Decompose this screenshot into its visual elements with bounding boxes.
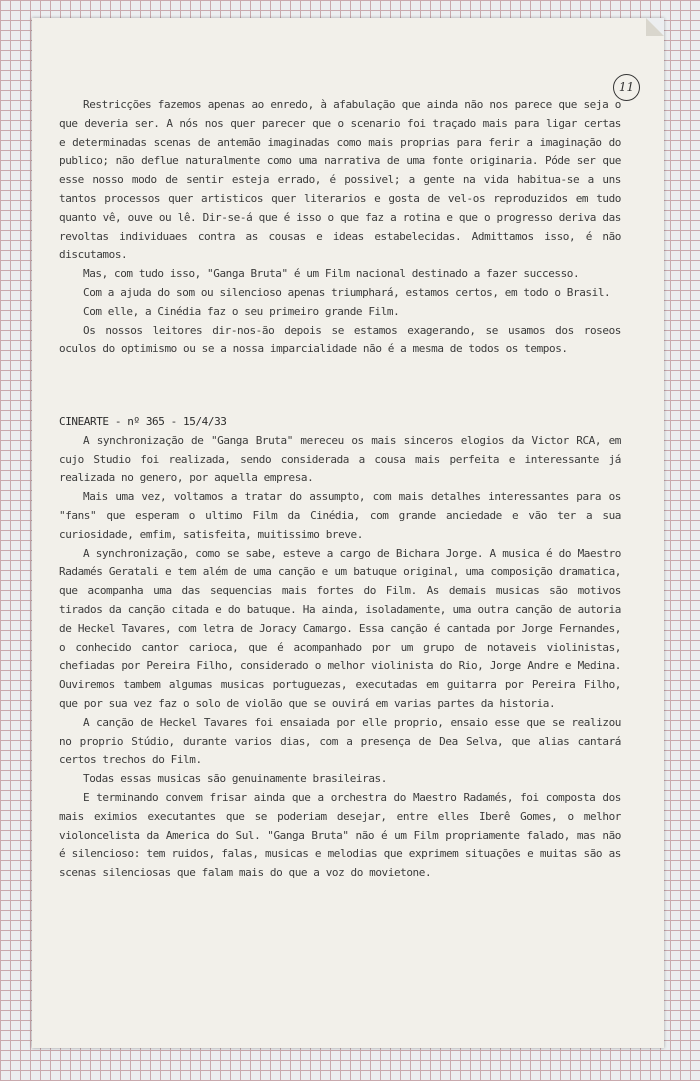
section-heading: CINEARTE - nº 365 - 15/4/33	[59, 415, 227, 428]
paragraph: Restricções fazemos apenas ao enredo, à afabulação que ainda não nos parece que seja o que deveria ser. A nós nos quer parecer que o scenario foi traçado mais para ligar certas e determinadas scenas de antemão imaginadas como mais proprias para ferir a imaginação do publico; não deflue naturalmente como uma narrativa de uma fonte originaria. Póde ser que esse nosso modo de sentir esteja errado, é possivel; a gente na vida habitua-se a uns tantos processos quer artisticos quer literarios e gosta de vel-os reproduzidos em tudo quanto vê, ouve ou lê. Dir-se-á que é isso o que faz a rotina e que o progresso deriva das revoltas individuaes contra as cousas e ideas estabelecidas. Admittamos isso, é não discutamos.	[59, 98, 621, 262]
folded-corner	[646, 18, 664, 36]
paragraph: E terminando convem frisar ainda que a orchestra do Maestro Radamés, foi composta dos mais eximios executantes que se poderiam desejar, entre elles Iberê Gomes, o melhor violoncelista da America do Sul. "Ganga Bruta" não é um Film propriamente falado, mas não é silencioso: tem ruidos, falas, musicas e melodias que exprimem situações e muitas são as scenas silenciosas que falam mais do que a voz do movietone.	[59, 790, 621, 880]
paragraph: Com a ajuda do som ou silencioso apenas triumphará, estamos certos, em todo o Brasil.	[83, 285, 611, 299]
paragraph: A synchronização de "Ganga Bruta" mereceu os mais sinceros elogios da Victor RCA, em cujo Studio foi realizada, sendo considerada a cousa mais perfeita e interessante já realizada no genero, por aquella empresa.	[59, 433, 621, 485]
paragraph: Com elle, a Cinédia faz o seu primeiro grande Film.	[83, 304, 400, 318]
paragraph: Os nossos leitores dir-nos-ão depois se estamos exagerando, se usamos dos roseos oculos do optimismo ou se a nossa imparcialidade não é a mesma de todos os tempos.	[59, 323, 621, 356]
article-part-one	[59, 96, 621, 359]
paragraph: Todas essas musicas são genuinamente brasileiras.	[83, 772, 387, 786]
paragraph: Mais uma vez, voltamos a tratar do assumpto, com mais detalhes interessantes para os "fans" que esperam o ultimo Film da Cinédia, com grande anciedade e vão ter a sua curiosidade, emfim, satisfeita, muitissimo breve.	[59, 490, 621, 541]
paragraph: A canção de Heckel Tavares foi ensaiada por elle proprio, ensaio esse que se realizou no proprio Stúdio, durante varios dias, com a presença de Dea Selva, que alias cantará certos trechos do Film.	[59, 715, 621, 767]
paragraph: A synchronização, como se sabe, esteve a cargo de Bichara Jorge. A musica é do Maestro Radamés Geratali e tem além de uma canção e um batuque original, uma composição dramatica, que acompanha uma das sequencias mais fortes do Film. As demais musicas são motivos tirados da canção citada e do batuque. Ha ainda, isoladamente, uma outra canção de autoria de Heckel Tavares, com letra de Joracy Camargo. Essa canção é cantada por Jorge Fernandes, o conhecido cantor carioca, que é acompanhado por um grupo de notaveis violinistas, chefiadas por Pereira Filho, considerado o melhor violinista do Rio, Jorge Andre e Medina. Ouviremos tambem algumas musicas portuguezas, executadas em guitarra por Pereira Filho, que por sua vez faz o solo de violão que se ouvirá em varias partes da historia.	[59, 546, 621, 710]
article-part-two	[59, 413, 621, 883]
paragraph: Mas, com tudo isso, "Ganga Bruta" é um Film nacional destinado a fazer successo.	[83, 267, 580, 281]
page-number: 11	[613, 74, 640, 101]
